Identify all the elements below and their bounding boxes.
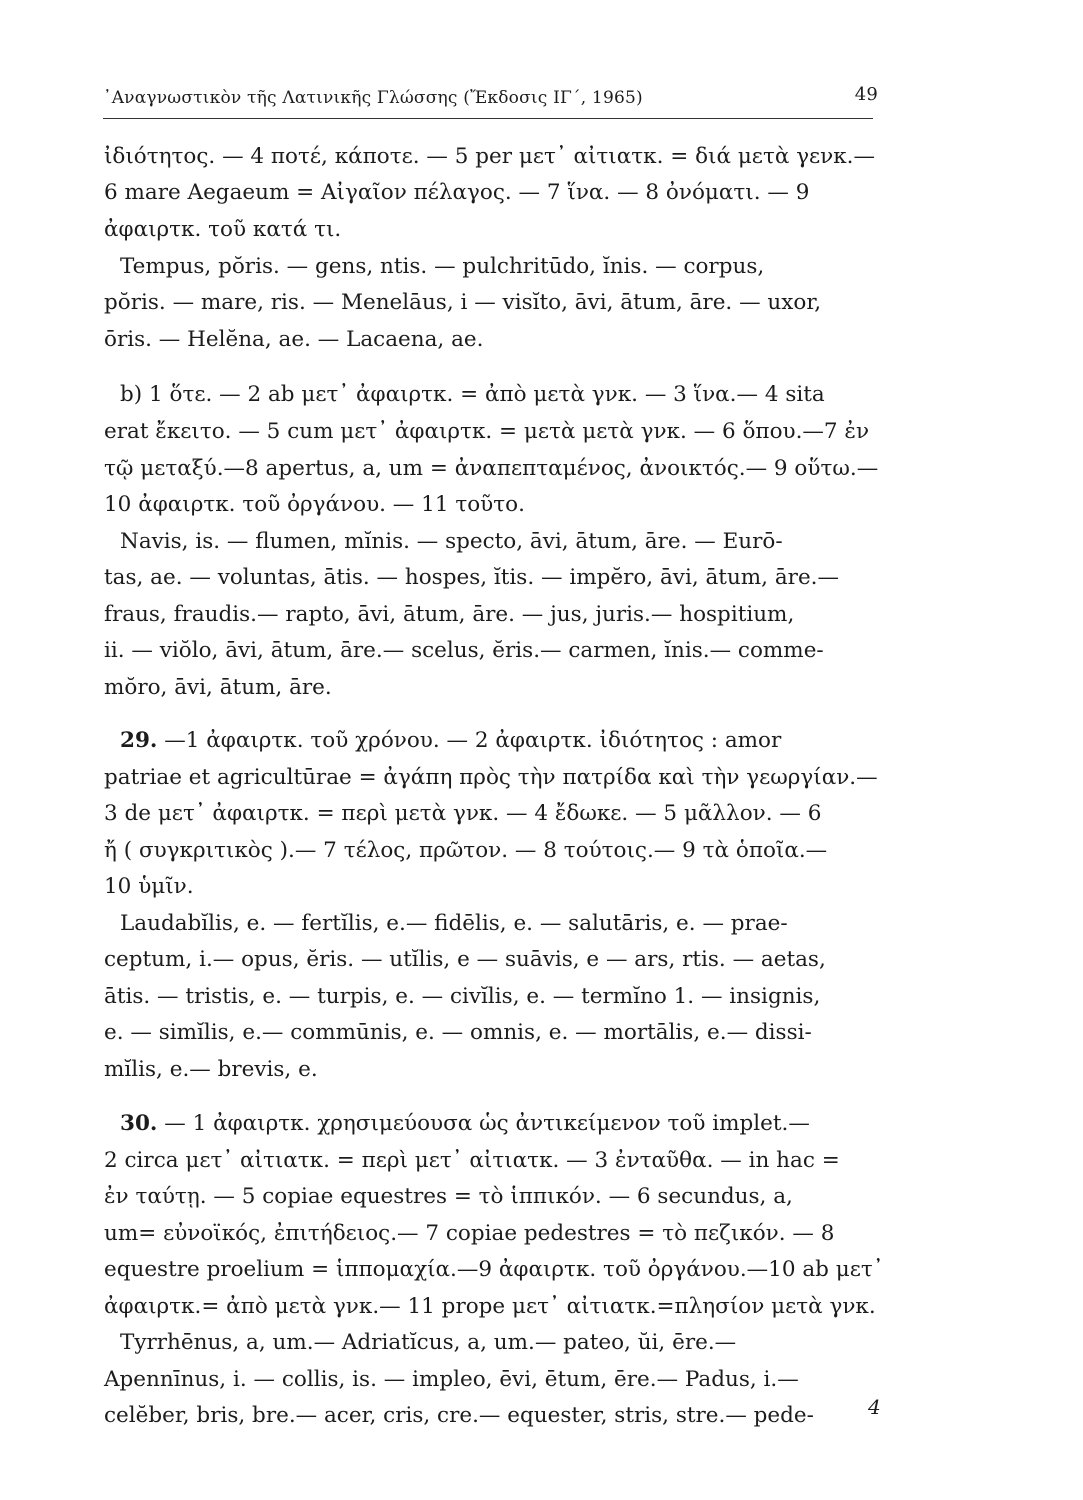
signature-mark: 4 [868, 1395, 881, 1419]
header-rule [103, 118, 873, 119]
text-line: 2 circa μετ᾿ αἰτιατκ. = περὶ μετ᾿ αἰτιατκ. — 3 ἐνταῦθα. — in hac = [104, 1148, 840, 1173]
text-line: um= εὐνοϊκός, ἐπιτήδειος.— 7 copiae pedestres = τὸ πεζικόν. — 8 [104, 1221, 835, 1246]
header-title: ᾿Αναγνωστικὸν τῆς Λατινικῆς Γλώσσης (Ἔκδοσις ΙΓ΄, 1965) [103, 88, 643, 108]
text-line: ceptum, i.— opus, ĕris. — utĭlis, e — suāvis, e — ars, rtis. — aetas, [104, 947, 826, 972]
text-line: ii. — viŏlo, āvi, ātum, āre.— scelus, ĕris.— carmen, ĭnis.— comme- [104, 638, 824, 663]
text-line: ἤ ( συγκριτικὸς ).— 7 τέλος, πρῶτον. — 8 τούτοις.— 9 τὰ ὁποῖα.— [104, 838, 828, 863]
text-line: ātis. — tristis, e. — turpis, e. — civĭlis, e. — termĭno 1. — insignis, [104, 984, 821, 1009]
text-line: tas, ae. — voluntas, ātis. — hospes, ĭtis. — impĕro, āvi, ātum, āre.— [104, 565, 839, 590]
text-line: fraus, fraudis.— rapto, āvi, ātum, āre. — jus, juris.— hospitium, [104, 602, 795, 627]
text-line: ἰδιότητος. — 4 ποτέ, κάποτε. — 5 per μετ᾿ αἰτιατκ. = διά μετὰ γενκ.— [104, 144, 876, 169]
text-line: ōris. — Helĕna, ae. — Lacaena, ae. [104, 327, 484, 352]
text-line: celĕber, bris, bre.— acer, cris, cre.— equester, stris, stre.— pede- [104, 1403, 814, 1428]
text-line: ἀφαιρτκ. τοῦ κατά τι. [104, 217, 342, 242]
text-line: Tyrrhēnus, a, um.— Adriatĭcus, a, um.— pateo, ŭi, ēre.— [120, 1330, 737, 1355]
text-line: e. — simĭlis, e.— commūnis, e. — omnis, e. — mortālis, e.— dissi- [104, 1020, 812, 1045]
text-line: Tempus, pŏris. — gens, ntis. — pulchritūdo, ĭnis. — corpus, [120, 254, 765, 279]
text-line: mĭlis, e.— brevis, e. [104, 1057, 318, 1082]
text-line: ἀφαιρτκ.= ἀπὸ μετὰ γνκ.— 11 prope μετ᾿ αἰτιατκ.=πλησίον μετὰ γνκ. [104, 1294, 876, 1319]
text-line: Apennīnus, i. — collis, is. — impleo, ēvi, ētum, ēre.— Padus, i.— [104, 1367, 799, 1392]
text-line: pŏris. — mare, ris. — Menelāus, i — visĭto, āvi, ātum, āre. — uxor, [104, 290, 822, 315]
text-line: 30. — 1 ἀφαιρτκ. χρησιμεύουσα ὡς ἀντικείμενον τοῦ implet.— [120, 1111, 810, 1136]
running-header [103, 84, 878, 108]
text-line: 3 de μετ᾿ ἀφαιρτκ. = περὶ μετὰ γνκ. — 4 ἔδωκε. — 5 μᾶλλον. — 6 [104, 801, 822, 826]
text-line: 10 ἀφαιρτκ. τοῦ ὀργάνου. — 11 τοῦτο. [104, 492, 525, 517]
page-number: 49 [854, 84, 878, 105]
text-line: equestre proelium = ἱππομαχία.—9 ἀφαιρτκ. τοῦ ὀργάνου.—10 ab μετ᾿ [104, 1257, 884, 1282]
text-line: 10 ὑμῖν. [104, 874, 194, 899]
text-line: ἐν ταύτῃ. — 5 copiae equestres = τὸ ἱππικόν. — 6 secundus, a, [104, 1184, 793, 1209]
text-line: τῷ μεταξύ.—8 apertus, a, um = ἀναπεπταμένος, ἀνοικτός.— 9 οὕτω.— [104, 456, 879, 481]
text-line: Laudabĭlis, e. — fertĭlis, e.— fidēlis, e. — salutāris, e. — prae- [120, 911, 788, 936]
text-line: Navis, is. — flumen, mĭnis. — specto, āvi, ātum, āre. — Eurō- [120, 529, 783, 554]
text-line: 6 mare Aegaeum = Αἰγαῖον πέλαγος. — 7 ἵνα. — 8 ὀνόματι. — 9 [104, 180, 810, 205]
text-line: patriae et agricultūrae = ἀγάπη πρὸς τὴν πατρίδα καὶ τὴν γεωργίαν.— [104, 765, 878, 790]
text-line: b) 1 ὅτε. — 2 ab μετ᾿ ἀφαιρτκ. = ἀπὸ μετὰ γνκ. — 3 ἵνα.— 4 sita [120, 382, 825, 407]
text-line: 29. —1 ἀφαιρτκ. τοῦ χρόνου. — 2 ἀφαιρτκ. ἰδιότητος : amor [120, 728, 782, 753]
text-line: mŏro, āvi, ātum, āre. [104, 675, 332, 700]
text-line: erat ἔκειτο. — 5 cum μετ᾿ ἀφαιρτκ. = μετὰ μετὰ γνκ. — 6 ὅπου.—7 ἐν [104, 419, 870, 444]
